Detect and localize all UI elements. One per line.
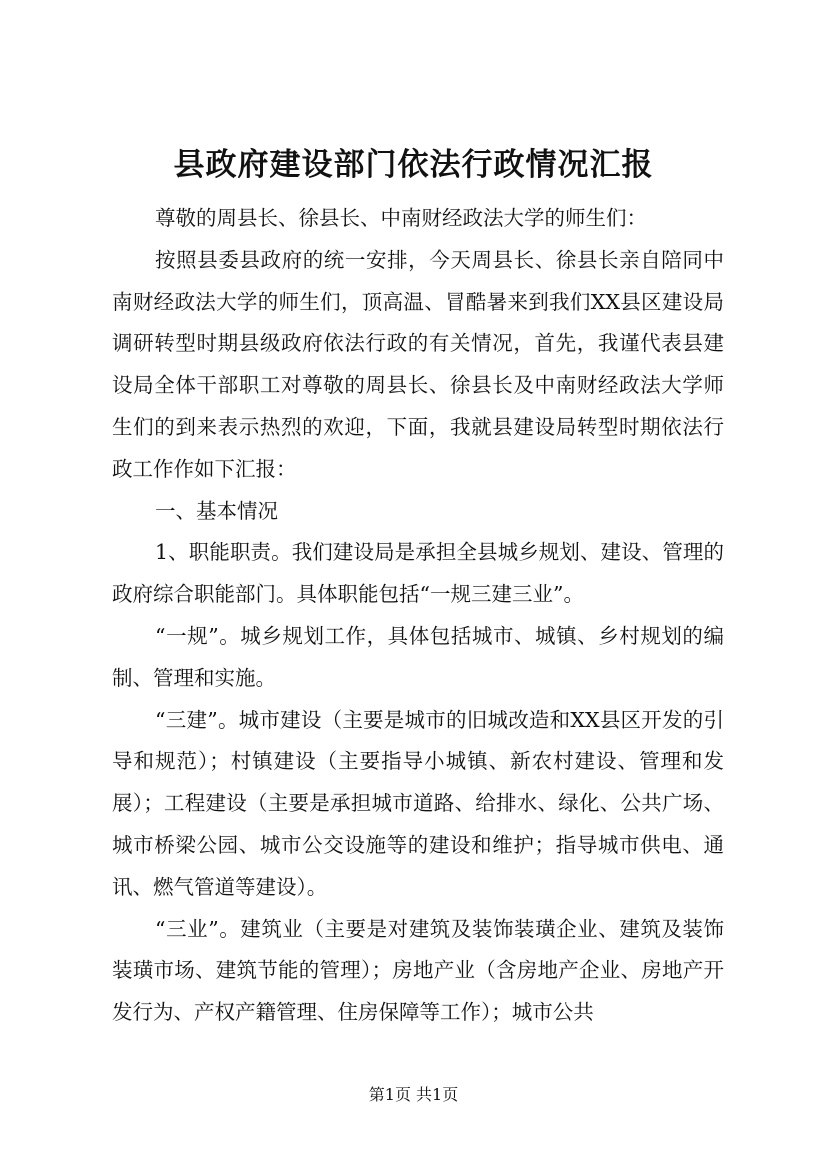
intro-paragraph: 按照县委县政府的统一安排，今天周县长、徐县长亲自陪同中南财经政法大学的师生们，顶高温、冒酷暑来到我们XX县区建设局调研转型时期县级政府依法行政的有关情况，首先，我谨代表县建设局全体干部职工对尊敬的周县长、徐县长及中南财经政法大学师生们的到来表示热烈的欢迎，下面，我就县建设局转型时期依法行政工作作如下汇报： — [112, 247, 724, 481]
document-title: 县政府建设部门依法行政情况汇报 — [173, 147, 654, 183]
section-heading: 一、基本情况 — [155, 498, 279, 523]
planning-paragraph: “一规”。城乡规划工作，具体包括城市、城镇、乡村规划的编制、管理和实施。 — [112, 623, 724, 690]
page-footer: 第1页 共1页 — [368, 1085, 459, 1104]
document-body — [112, 198, 724, 1034]
salutation-paragraph: 尊敬的周县长、徐县长、中南财经政法大学的师生们： — [155, 206, 648, 230]
construction-paragraph: “三建”。城市建设（主要是城市的旧城改造和XX县区开发的引导和规范）；村镇建设（主要指导小城镇、新农村建设、管理和发展）；工程建设（主要是承担城市道路、给排水、绿化、公共广场、城市桥梁公园、城市公交设施等的建设和维护；指导城市供电、通讯、燃气管道等建设）。 — [112, 707, 724, 899]
industry-paragraph: “三业”。建筑业（主要是对建筑及装饰装璜企业、建筑及装饰装璜市场、建筑节能的管理）；房地产业（含房地产企业、房地产开发行为、产权产籍管理、住房保障等工作）；城市公共 — [112, 916, 724, 1025]
duties-paragraph: 1、职能职责。我们建设局是承担全县城乡规划、建设、管理的政府综合职能部门。具体职能包括“一规三建三业”。 — [112, 540, 724, 607]
